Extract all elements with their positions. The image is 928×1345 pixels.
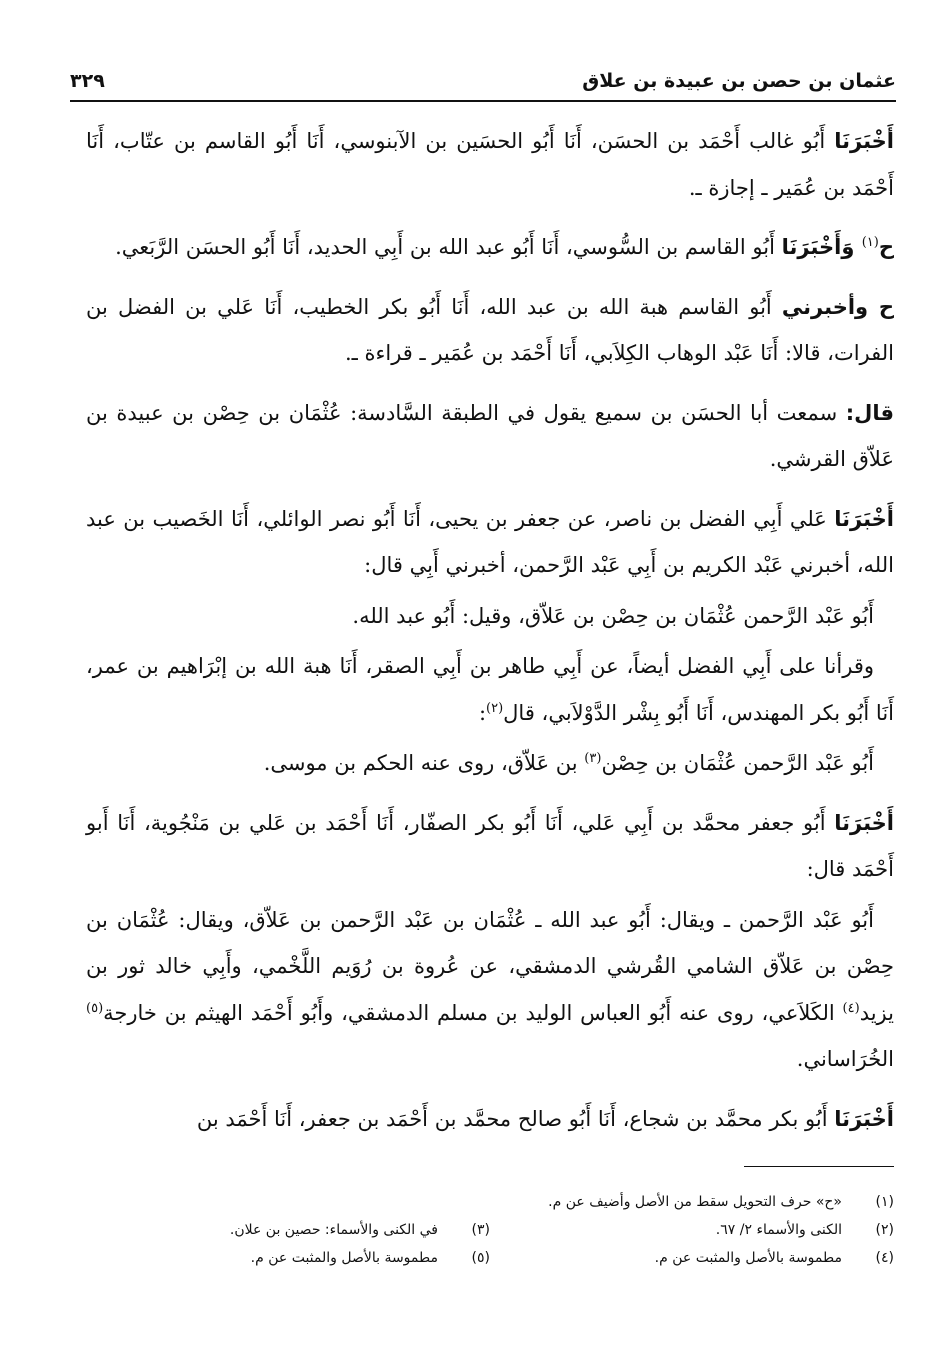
footnote-text: مطموسة بالأصل والمثبت عن م. (654, 1250, 842, 1266)
footnote-2 (490, 1216, 894, 1244)
paragraph-4 (86, 390, 894, 483)
footnote-number: (٣) (471, 1222, 490, 1238)
tahwil-mark: ح (878, 235, 894, 259)
paragraph-3 (86, 284, 894, 377)
paragraph-tail: بن عَلاّق، روى عنه الحكم بن موسى. (263, 751, 585, 775)
paragraph-text: أَبُو القاسم بن السُّوسي، أَنَا أَبُو عبد الله بن أَبِي الحديد، أَنَا أَبُو الحسَن الرَّبَعي. (115, 235, 782, 259)
paragraph-text: أَبُو عَبْد الرَّحمن عُثْمَان بن حِصْن (601, 751, 874, 775)
paragraph-9 (86, 800, 894, 893)
footnotes (86, 1188, 894, 1272)
footnote-3 (86, 1216, 490, 1244)
keyword: وَأَخْبَرَنَا (781, 235, 862, 259)
footnote-text: «ح» حرف التحويل سقط من الأصل وأضيف عن م. (548, 1194, 842, 1210)
paragraph-tail: الكَلاَعي، روى عنه أَبُو العباس الوليد بن مسلم الدمشقي، وأَبُو أَحْمَد الهيثم بن خارجة (103, 1000, 843, 1025)
paragraph-10 (86, 897, 894, 1083)
paragraph-text: أَبُو عَبْد الرَّحمن عُثْمَان بن حِصْن بن عَلاّق، وقيل: أَبُو عبد الله. (352, 603, 874, 628)
keyword: قال: (845, 400, 894, 425)
footnote-number: (٤) (875, 1250, 894, 1266)
footnote-row (86, 1216, 894, 1244)
paragraph-text: أَبُو القاسم هبة الله بن عبد الله، أَنَا أَبُو بكر الخطيب، أَنَا عَلي بن الفضل بن الفرات، قالا: أَنَا عَبْد الوهاب الكِلاَبي، أَنَا أَحْمَد بن عُمَير ـ قراءة ـ. (86, 294, 894, 365)
footnote-number: (١) (875, 1194, 894, 1210)
footnote-number: (٢) (875, 1222, 894, 1238)
paragraph-text: سمعت أبا الحسَن بن سميع يقول في الطبقة السَّادسة: عُثْمَان بن حِصْن بن عبيدة بن عَلاّق القرشي. (86, 400, 894, 471)
footnote-row (86, 1188, 894, 1216)
footnote-ref: (٢) (486, 700, 504, 716)
running-header (70, 66, 896, 102)
paragraph-text: أَبُو غالب أَحْمَد بن الحسَن، أَنَا أَبُو الحسَين بن الآبنوسي، أَنَا أَبُو القاسم بن عتّاب، أَنَا أَحْمَد بن عُمَير ـ إجازة ـ. (86, 129, 894, 200)
keyword: ح وأخبرني (781, 294, 894, 319)
footnote-ref: (١) (861, 235, 879, 250)
footnote-rule (744, 1166, 894, 1167)
paragraph-tail: الخُرَاساني. (796, 1047, 894, 1071)
keyword: أَخْبَرَنَا (834, 810, 894, 835)
paragraph-text: عَلي أَبِي الفضل بن ناصر، عن جعفر بن يحيى، أَنَا أَبُو نصر الوائلي، أَنَا الخَصيب بن عبد الله، أخبرني عَبْد الكريم بن أَبِي عَبْد الرَّحمن، أخبرني أَبِي قال: (86, 506, 894, 577)
paragraph-7 (86, 643, 894, 736)
paragraph-text: أَبُو عَبْد الرَّحمن ـ ويقال: أَبُو عبد الله ـ عُثْمَان بن عَبْد الرَّحمن بن عَلاّق، ويقال: عُثْمَان بن حِصْن بن عَلاّق الشامي القُرشي الدمشقي، عن عُروة بن رُوَيم اللَّخْمي، وأَبِي خالد ثور بن يزيد (86, 907, 894, 1025)
footnote-number: (٥) (471, 1250, 490, 1266)
keyword: أَخْبَرَنَا (834, 1106, 894, 1131)
paragraph-text: وقرأنا على أَبِي الفضل أيضاً، عن أَبِي طاهر بن أَبِي الصقر، أَنَا هبة الله بن إبْرَاهيم بن عمر، أَنَا أَبُو بكر المهندس، أَنَا أَبُو بِشْر الدَّوْلاَبي، قال (86, 654, 894, 725)
keyword: أَخْبَرَنَا (834, 506, 894, 531)
footnote-text: الكنى والأسماء ٢/ ٦٧. (715, 1222, 842, 1238)
main-text (86, 118, 894, 1155)
paragraph-6 (86, 593, 894, 640)
page-number: ٣٢٩ (70, 70, 105, 92)
footnote-row (86, 1244, 894, 1272)
paragraph-text: أَبُو جعفر محمَّد بن أَبِي عَلي، أَنَا أَبُو بكر الصفّار، أَنَا أَحْمَد بن عَلي بن مَنْجُوية، أَنَا أَبو أَحْمَد قال: (86, 810, 894, 881)
footnote-5 (86, 1244, 490, 1272)
footnote-text: مطموسة بالأصل والمثبت عن م. (250, 1250, 438, 1266)
paragraph-1 (86, 118, 894, 211)
paragraph-2 (86, 224, 894, 271)
paragraph-8 (86, 740, 894, 787)
footnote-text: في الكنى والأسماء: حصين بن علان. (229, 1222, 438, 1238)
footnote-ref: (٤) (842, 1000, 860, 1016)
paragraph-tail: : (478, 700, 487, 725)
paragraph-5 (86, 496, 894, 589)
paragraph-text: أَبُو بكر محمَّد بن شجاع، أَنَا أَبُو صالح محمَّد بن أَحْمَد بن جعفر، أَنَا أَحْمَد بن (196, 1106, 835, 1131)
footnote-4 (490, 1244, 894, 1272)
footnote-ref: (٣) (584, 751, 602, 766)
footnote-1 (86, 1188, 894, 1216)
keyword: أَخْبَرَنَا (834, 129, 894, 153)
running-title: عثمان بن حصن بن عبيدة بن علاق (582, 70, 896, 92)
footnote-ref: (٥) (86, 1000, 104, 1016)
paragraph-11 (86, 1096, 894, 1143)
